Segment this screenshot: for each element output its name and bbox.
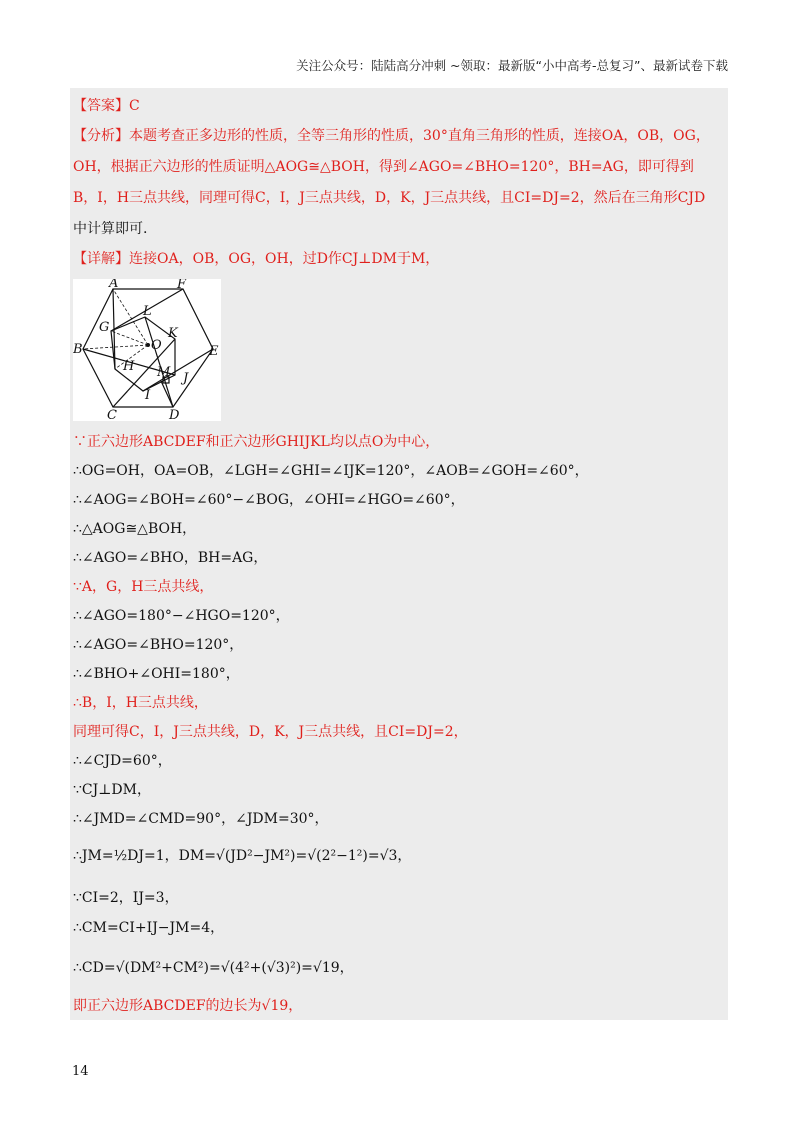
hexagon-diagram bbox=[73, 279, 221, 421]
step-line-14: ∴∠JMD=∠CMD=90°，∠JDM=30°， bbox=[73, 811, 329, 827]
step-line-13: ∵CJ⊥DM， bbox=[73, 782, 151, 798]
label-o: O bbox=[151, 338, 162, 353]
step-line-9: ∴∠BHO+∠OHI=180°， bbox=[73, 666, 240, 682]
analysis-line-4: 中计算即可. bbox=[73, 221, 148, 237]
label-m: M bbox=[157, 365, 171, 380]
step-line-11: 同理可得C，I，J三点共线，D，K，J三点共线，且CI=DJ=2， bbox=[73, 724, 468, 740]
step-line-4: ∴△AOG≅△BOH， bbox=[73, 521, 197, 537]
label-d: D bbox=[169, 408, 180, 421]
label-k: K bbox=[168, 326, 178, 341]
label-c: C bbox=[107, 408, 117, 421]
analysis-line-1: 【分析】本题考查正多边形的性质，全等三角形的性质，30°直角三角形的性质，连接OA，OB，OG， bbox=[73, 128, 710, 144]
answer-line: 【答案】C bbox=[73, 98, 140, 114]
label-g: G bbox=[99, 320, 110, 335]
label-h: H bbox=[123, 359, 135, 374]
step-line-15: ∴JM=½DJ=1，DM=√(JD²−JM²)=√(2²−1²)=√3， bbox=[73, 848, 412, 864]
label-j: J bbox=[183, 371, 189, 386]
label-a: A bbox=[109, 279, 119, 291]
detail-line-1: 【详解】连接OA，OB，OG，OH，过D作CJ⊥DM于M， bbox=[73, 251, 440, 267]
step-line-7: ∴∠AGO=180°−∠HGO=120°， bbox=[73, 608, 290, 624]
step-line-18: ∴CD=√(DM²+CM²)=√(4²+(√3)²)=√19， bbox=[73, 960, 354, 976]
step-line-6: ∵A，G，H三点共线， bbox=[73, 579, 214, 595]
page-number: 14 bbox=[72, 1064, 89, 1079]
step-line-3: ∴∠AOG=∠BOH=∠60°−∠BOG，∠OHI=∠HGO=∠60°， bbox=[73, 492, 465, 508]
label-e: E bbox=[209, 344, 219, 359]
page-header: 关注公众号：陆陆高分冲刺 ~领取：最新版“小中高考-总复习”、最新试卷下载 bbox=[296, 58, 728, 73]
label-b: B bbox=[73, 342, 83, 357]
step-line-12: ∴∠CJD=60°， bbox=[73, 753, 172, 769]
conclusion-line: 即正六边形ABCDEF的边长为√19， bbox=[73, 998, 303, 1014]
solution-panel bbox=[70, 88, 728, 1020]
analysis-line-2: OH，根据正六边形的性质证明△AOG≅△BOH，得到∠AGO=∠BHO=120°，BH=AG，即可得到 bbox=[73, 159, 694, 175]
analysis-line-3: B，I，H三点共线，同理可得C，I，J三点共线，D，K，J三点共线，且CI=DJ=2，然后在三角形CJD bbox=[73, 190, 706, 206]
label-i: I bbox=[145, 388, 151, 403]
step-line-8: ∴∠AGO=∠BHO=120°， bbox=[73, 637, 244, 653]
step-line-2: ∴OG=OH，OA=OB，∠LGH=∠GHI=∠IJK=120°，∠AOB=∠GOH=∠60°， bbox=[73, 463, 589, 479]
label-f: F bbox=[177, 279, 187, 292]
step-line-16: ∵CI=2，IJ=3， bbox=[73, 890, 179, 906]
step-line-17: ∴CM=CI+IJ−JM=4， bbox=[73, 920, 225, 936]
step-line-10: ∴B，I，H三点共线， bbox=[73, 695, 208, 711]
label-l: L bbox=[143, 304, 152, 319]
step-line-1: ∵正六边形ABCDEF和正六边形GHIJKL均以点O为中心， bbox=[73, 434, 440, 450]
step-line-5: ∴∠AGO=∠BHO，BH=AG， bbox=[73, 550, 268, 566]
